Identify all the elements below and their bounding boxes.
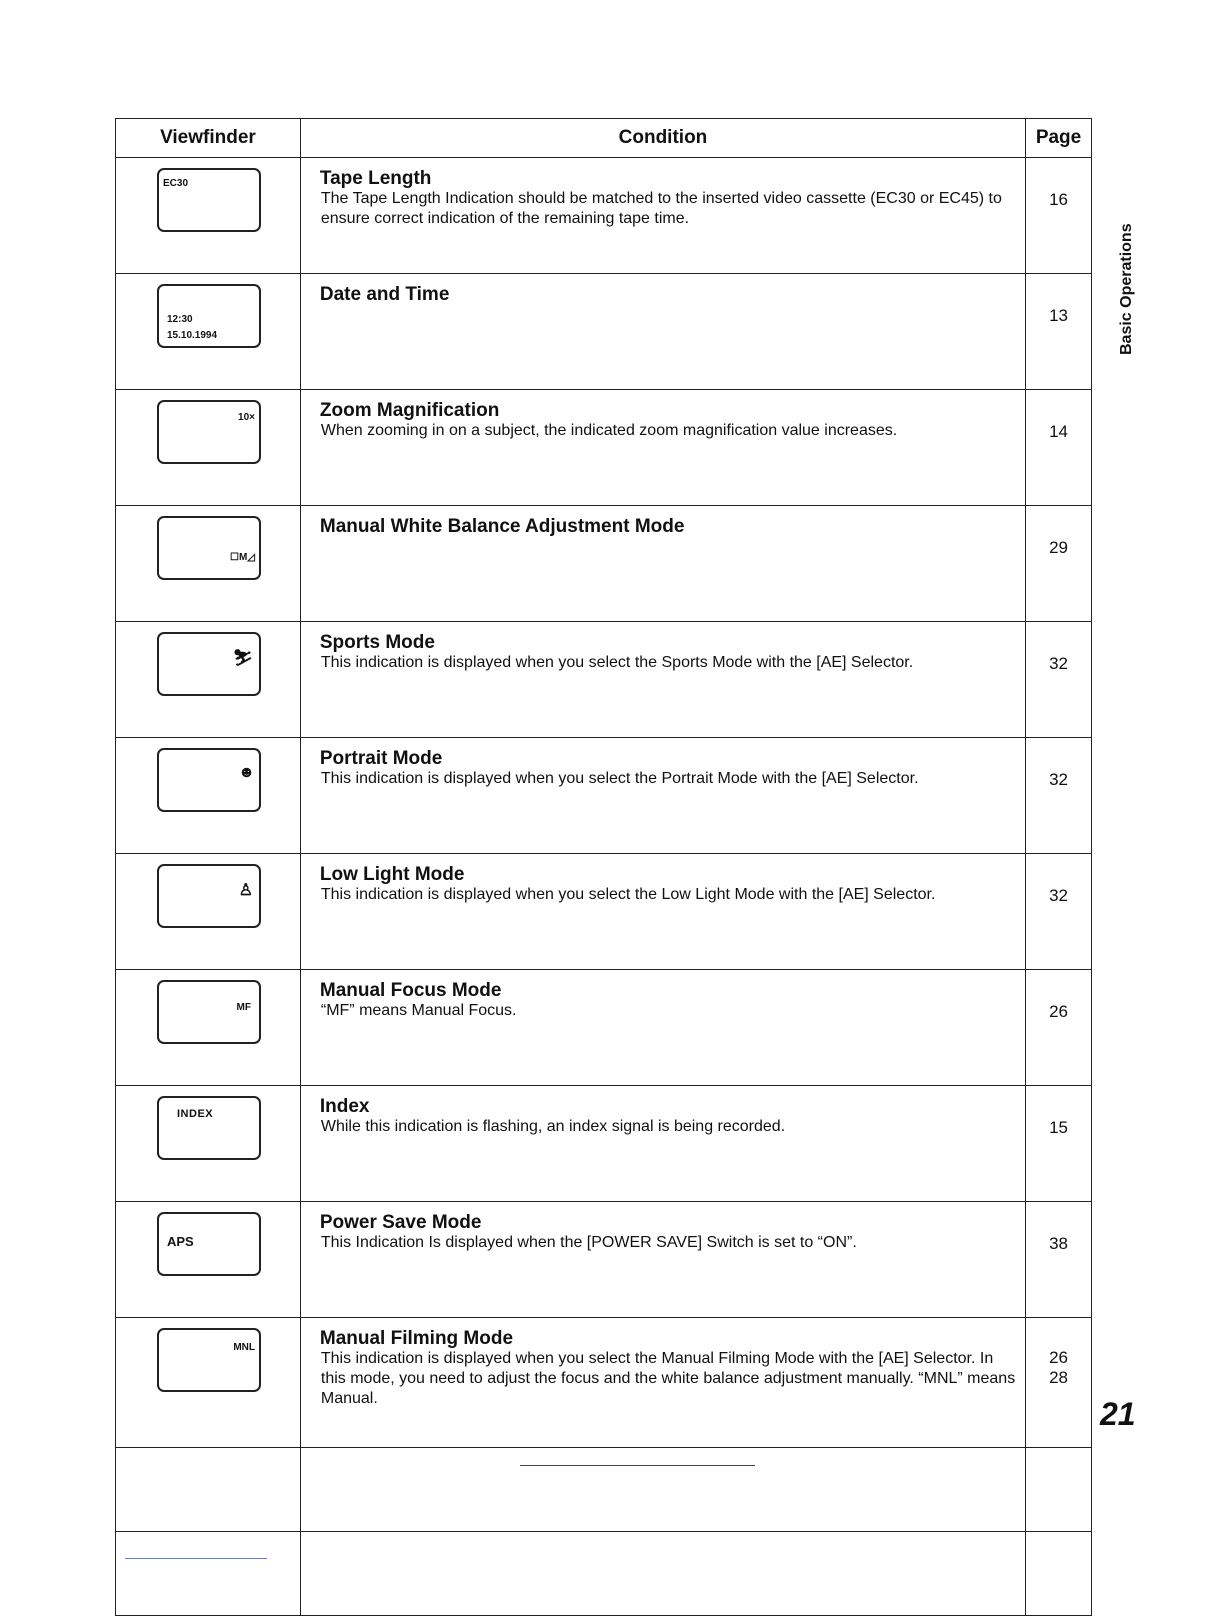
viewfinder-display bbox=[157, 632, 261, 696]
condition-description: This Indication Is displayed when the [POWER SAVE] Switch is set to “ON”. bbox=[320, 1234, 857, 1251]
viewfinder-display bbox=[157, 1212, 261, 1276]
viewfinder-time: 12:30 bbox=[167, 314, 193, 325]
condition-description: The Tape Length Indication should be matched to the inserted video cassette (EC30 or EC45) to ensure correct indication of the remaining tape time. bbox=[320, 190, 1002, 227]
viewfinder-date: 15.10.1994 bbox=[167, 330, 218, 341]
viewfinder-indicator-icon: MF bbox=[236, 1002, 251, 1013]
page-cell bbox=[1026, 1086, 1092, 1202]
condition-title: Portrait Mode bbox=[319, 748, 443, 769]
condition-description: “MF” means Manual Focus. bbox=[320, 1002, 517, 1019]
table-row bbox=[116, 1318, 1092, 1448]
page-cell bbox=[1026, 1202, 1092, 1318]
page-ref: 32 bbox=[1049, 654, 1068, 673]
table-row bbox=[116, 506, 1092, 622]
page-ref: 16 bbox=[1049, 190, 1068, 209]
viewfinder-display bbox=[157, 284, 261, 348]
page-ref: 38 bbox=[1049, 1234, 1068, 1253]
condition-title: Power Save Mode bbox=[319, 1212, 482, 1233]
viewfinder-display bbox=[157, 864, 261, 928]
page-ref: 15 bbox=[1049, 1118, 1068, 1137]
page-ref: 13 bbox=[1049, 306, 1068, 325]
page-cell bbox=[1026, 506, 1092, 622]
viewfinder-display bbox=[157, 400, 261, 464]
indications-table bbox=[115, 118, 1092, 1616]
page-cell bbox=[1026, 390, 1092, 506]
condition-description: This indication is displayed when you select the Portrait Mode with the [AE] Selector. bbox=[320, 770, 919, 787]
table-row bbox=[116, 390, 1092, 506]
page-ref: 32 bbox=[1049, 886, 1068, 905]
viewfinder-display bbox=[157, 1096, 261, 1160]
header-condition: Condition bbox=[300, 119, 1025, 158]
condition-title: Zoom Magnification bbox=[319, 400, 500, 421]
page-cell bbox=[1026, 622, 1092, 738]
viewfinder-indicator-icon: 10× bbox=[238, 412, 255, 423]
viewfinder-indicator-icon: INDEX bbox=[177, 1108, 214, 1120]
condition-title: Manual Filming Mode bbox=[319, 1328, 514, 1349]
condition-title: Manual Focus Mode bbox=[319, 980, 502, 1001]
condition-description: While this indication is flashing, an index signal is being recorded. bbox=[320, 1118, 786, 1135]
page-number: 21 bbox=[1100, 1396, 1136, 1432]
condition-description: This indication is displayed when you select the Manual Filming Mode with the [AE] Selector. In this mode, you need to adjust the focus and the white balance adjustment manually. “MNL” means Manual. bbox=[320, 1350, 1016, 1407]
divider bbox=[125, 1558, 267, 1559]
table-row bbox=[116, 158, 1092, 274]
section-label: Basic Operations bbox=[1118, 223, 1135, 355]
table-row bbox=[116, 854, 1092, 970]
table-row bbox=[116, 1086, 1092, 1202]
divider bbox=[520, 1465, 755, 1466]
table-row bbox=[116, 274, 1092, 390]
condition-title: Low Light Mode bbox=[319, 864, 465, 885]
page-ref: 26 bbox=[1049, 1002, 1068, 1021]
table-row bbox=[116, 970, 1092, 1086]
page-ref: 29 bbox=[1049, 538, 1068, 557]
viewfinder-display bbox=[157, 748, 261, 812]
page-cell bbox=[1026, 854, 1092, 970]
condition-description: This indication is displayed when you select the Sports Mode with the [AE] Selector. bbox=[320, 654, 914, 671]
condition-title: Date and Time bbox=[319, 284, 450, 305]
condition-title: Manual White Balance Adjustment Mode bbox=[319, 516, 685, 537]
viewfinder-indicator-icon: ☐M◿ bbox=[230, 552, 255, 563]
viewfinder-display bbox=[157, 1328, 261, 1392]
table-row bbox=[116, 1202, 1092, 1318]
condition-title: Tape Length bbox=[319, 168, 432, 189]
viewfinder-indicator-icon: ☻ bbox=[238, 764, 255, 781]
page-cell bbox=[1026, 1318, 1092, 1448]
header-viewfinder: Viewfinder bbox=[116, 119, 301, 158]
viewfinder-display bbox=[157, 980, 261, 1044]
viewfinder-indicator-icon: ⛷ bbox=[232, 650, 253, 667]
page-cell bbox=[1026, 738, 1092, 854]
table-row bbox=[116, 738, 1092, 854]
empty-row bbox=[116, 1448, 1092, 1532]
page-ref: 14 bbox=[1049, 422, 1068, 441]
page-cell bbox=[1026, 970, 1092, 1086]
header-page: Page bbox=[1026, 119, 1092, 158]
viewfinder-indicator-icon: EC30 bbox=[163, 178, 189, 189]
viewfinder-indicator-icon: APS bbox=[167, 1234, 194, 1249]
page-ref: 32 bbox=[1049, 770, 1068, 789]
viewfinder-indicator-icon: ♙ bbox=[238, 882, 253, 899]
viewfinder-indicator-icon: MNL bbox=[233, 1342, 255, 1353]
page-cell bbox=[1026, 158, 1092, 274]
condition-description: This indication is displayed when you select the Low Light Mode with the [AE] Selector. bbox=[320, 886, 936, 903]
condition-title: Index bbox=[319, 1096, 370, 1117]
page-ref: 28 bbox=[1049, 1368, 1068, 1387]
viewfinder-display bbox=[157, 516, 261, 580]
empty-row bbox=[116, 1532, 1092, 1616]
condition-description: When zooming in on a subject, the indicated zoom magnification value increases. bbox=[320, 422, 898, 439]
viewfinder-display bbox=[157, 168, 261, 232]
page-ref: 26 bbox=[1049, 1348, 1068, 1367]
condition-title: Sports Mode bbox=[319, 632, 435, 653]
table-row bbox=[116, 622, 1092, 738]
page-cell bbox=[1026, 274, 1092, 390]
